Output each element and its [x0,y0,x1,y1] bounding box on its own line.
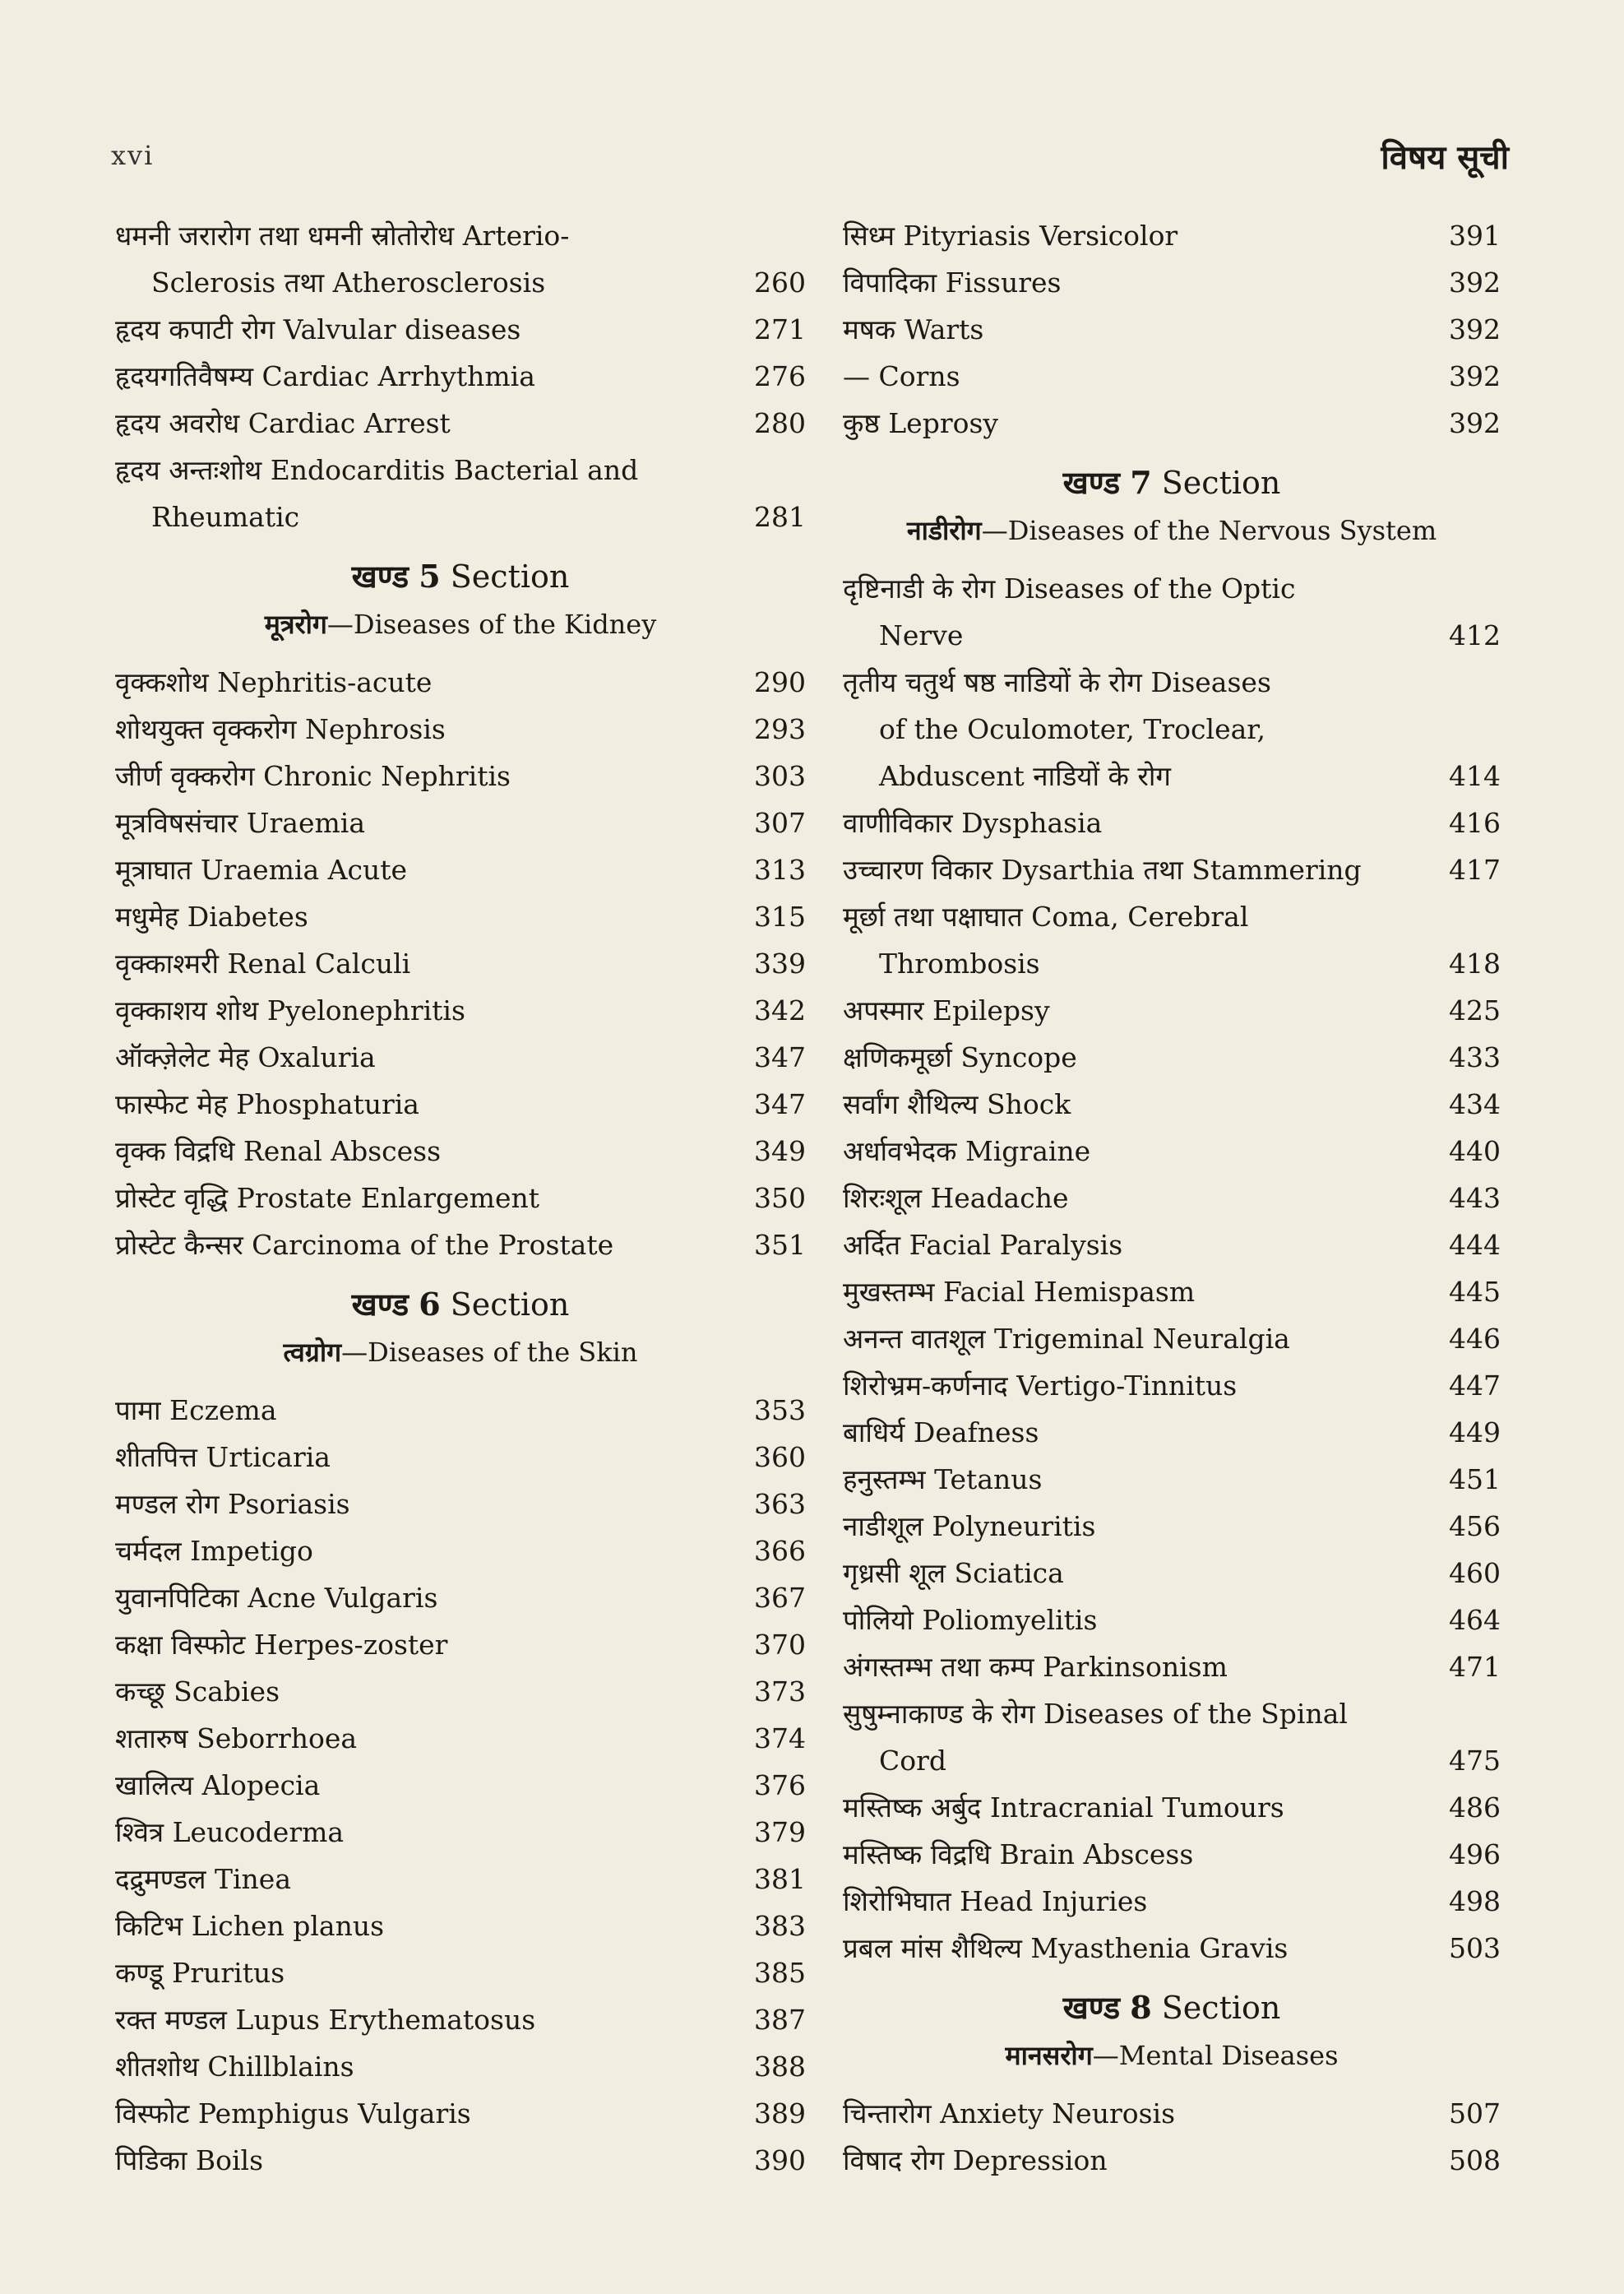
entry-page-number: 444 [1449,1229,1501,1261]
toc-entry [115,447,806,540]
entry-title: धमनी जरारोग तथा धमनी स्रोतोरोध Arterio- [115,220,570,252]
entry-page-number: 503 [1449,1932,1501,1964]
entry-page-number: 339 [754,948,806,980]
entry-title: हृदय अवरोध Cardiac Arrest [115,407,451,439]
toc-entry [115,1996,806,2043]
entry-title-continued: Sclerosis तथा Atherosclerosis [151,266,546,299]
entry-title: जीर्ण वृक्करोग Chronic Nephritis [115,760,511,792]
entry-page-number: 280 [754,407,806,439]
section-subtitle-hindi: मानसरोग [1005,2040,1093,2071]
entry-title: मण्डल रोग Psoriasis [115,1488,350,1520]
entry-title: — Corns [843,360,960,392]
entry-title: शिरोभ्रम-कर्णनाद Vertigo-Tinnitus [843,1369,1238,1402]
entry-title: मस्तिष्क अर्बुद Intracranial Tumours [843,1791,1284,1824]
toc-entry [115,1527,806,1574]
entry-title: ऑक्ज़ेलेट मेह Oxaluria [115,1041,376,1073]
section-subtitle [843,2032,1501,2079]
section-number: 6 [419,1286,441,1323]
entry-title: दद्रुमण्डल Tinea [115,1863,291,1895]
right-column [843,212,1501,2184]
entry-title: वृक्काशय शोथ Pyelonephritis [115,994,465,1027]
toc-entry [843,306,1501,353]
toc-entry [115,353,806,400]
entry-title: पोलियो Poliomyelitis [843,1604,1098,1636]
entry-page-number: 313 [754,854,806,886]
entry-page-number: 347 [754,1041,806,1073]
toc-entry [843,1456,1501,1503]
toc-entry [115,1081,806,1128]
entry-page-number: 389 [754,2097,806,2129]
section-subtitle [115,601,806,647]
toc-entry [115,987,806,1034]
toc-entry [843,1221,1501,1268]
toc-entry [115,1434,806,1481]
entry-title: तृतीय चतुर्थ षष्ठ नाडियों के रोग Diseases [843,666,1271,698]
entry-page-number: 376 [754,1769,806,1801]
section-label: Section [1161,1990,1281,2026]
section-label: Section [450,1286,570,1323]
entry-page-number: 373 [754,1675,806,1708]
entry-page-number: 433 [1449,1041,1501,1073]
toc-entry [115,212,806,306]
entry-page-number: 353 [754,1394,806,1426]
entry-page-number: 464 [1449,1604,1501,1636]
entry-title: प्रबल मांस शैथिल्य Myasthenia Gravis [843,1932,1289,1964]
entry-title: अपस्मार Epilepsy [843,994,1050,1027]
toc-entry [843,1175,1501,1221]
entry-title: वृक्क विद्रधि Renal Abscess [115,1135,442,1167]
entry-page-number: 449 [1449,1416,1501,1448]
section-label: Section [1161,465,1281,501]
toc-entry [843,353,1501,400]
toc-entry [843,1925,1501,1972]
section-subtitle-english: —Diseases of the Skin [341,1337,638,1368]
entry-title: शीतपित्त Urticaria [115,1441,331,1473]
entry-title: चर्मदल Impetigo [115,1535,313,1567]
entry-page-number: 471 [1449,1651,1501,1683]
entry-page-number: 350 [754,1182,806,1214]
entry-page-number: 349 [754,1135,806,1167]
entry-page-number: 271 [754,313,806,345]
toc-entry [843,846,1501,893]
toc-entry [843,1503,1501,1550]
section-subtitle-hindi: मूत्ररोग [264,609,327,640]
entry-title-continued: Rheumatic [151,501,300,533]
entry-title: नाडीशूल Polyneuritis [843,1510,1096,1542]
entry-title: अर्धावभेदक Migraine [843,1135,1091,1167]
entry-page-number: 385 [754,1957,806,1989]
entry-title: सर्वांग शैथिल्य Shock [843,1088,1071,1120]
section-heading [115,1280,806,1329]
entry-title: क्षणिकमूर्छा Syncope [843,1041,1077,1073]
toc-entry [843,1597,1501,1643]
entry-title: विषाद रोग Depression [843,2144,1108,2176]
toc-entry [115,1034,806,1081]
entry-page-number: 392 [1449,407,1501,439]
toc-entry [843,1034,1501,1081]
toc-entry [115,1387,806,1434]
entry-page-number: 281 [754,501,806,533]
toc-entry [843,2137,1501,2184]
entry-title: श्वित्र Leucoderma [115,1816,345,1848]
entry-page-number: 418 [1449,948,1501,980]
entry-page-number: 392 [1449,313,1501,345]
page-header [111,140,1509,189]
toc-entry [115,1949,806,1996]
entry-title: सिध्म Pityriasis Versicolor [843,220,1178,252]
entry-page-number: 392 [1449,360,1501,392]
section-number: 5 [419,558,441,595]
entry-title-continued: Cord [879,1745,947,1777]
toc-entry [843,987,1501,1034]
entry-title: शोथयुक्त वृक्करोग Nephrosis [115,713,446,745]
entry-page-number: 360 [754,1441,806,1473]
section-subtitle-hindi: नाडीरोग [906,515,982,546]
toc-entry [115,940,806,987]
entry-title: फास्फेट मेह Phosphaturia [115,1088,419,1120]
toc-entry [115,306,806,353]
entry-page-number: 315 [754,901,806,933]
entry-page-number: 412 [1449,619,1501,651]
entry-page-number: 374 [754,1722,806,1754]
toc-entry [115,706,806,753]
entry-page-number: 451 [1449,1463,1501,1495]
page-number: xvi [111,140,155,171]
entry-title: विपादिका Fissures [843,266,1062,299]
toc-entry [115,799,806,846]
entry-page-number: 498 [1449,1885,1501,1917]
entry-page-number: 351 [754,1229,806,1261]
toc-entry [115,1715,806,1762]
section-subtitle [115,1329,806,1375]
entry-title: प्रोस्टेट वृद्धि Prostate Enlargement [115,1182,539,1214]
toc-entry [843,893,1501,987]
toc-entry [843,1831,1501,1878]
entry-page-number: 388 [754,2051,806,2083]
entry-page-number: 293 [754,713,806,745]
entry-title: खालित्य Alopecia [115,1769,321,1801]
section-hindi-label: खण्ड [351,558,409,595]
section-hindi-label: खण्ड [1062,464,1121,501]
page-title: विषय सूची [1381,138,1509,177]
section-label: Section [450,558,570,595]
entry-title: युवानपिटिका Acne Vulgaris [115,1582,438,1614]
entry-title: कुष्ठ Leprosy [843,407,999,439]
toc-entry [115,1621,806,1668]
toc-entry [843,1690,1501,1784]
entry-title: वाणीविकार Dysphasia [843,807,1103,839]
entry-page-number: 392 [1449,266,1501,299]
entry-title: गृध्रसी शूल Sciatica [843,1557,1064,1589]
section-subtitle-hindi: त्वग्रोग [283,1337,342,1368]
entry-title: शीतशोथ Chillblains [115,2051,354,2083]
entry-title: हृदय कपाटी रोग Valvular diseases [115,313,521,345]
toc-entry [843,1362,1501,1409]
entry-title: पामा Eczema [115,1394,277,1426]
entry-title-continued: Abduscent नाडियों के रोग [879,760,1171,792]
toc-entry [843,212,1501,259]
entry-page-number: 425 [1449,994,1501,1027]
toc-entry [115,1856,806,1902]
entry-title: हृदयगतिवैषम्य Cardiac Arrhythmia [115,360,535,392]
section-hindi-label: खण्ड [1062,1989,1121,2026]
entry-title: मधुमेह Diabetes [115,901,308,933]
entry-title: रक्त मण्डल Lupus Erythematosus [115,2004,536,2036]
entry-page-number: 447 [1449,1369,1501,1402]
entry-title: हनुस्तम्भ Tetanus [843,1463,1043,1495]
entry-title: अनन्त वातशूल Trigeminal Neuralgia [843,1323,1290,1355]
section-heading [843,458,1501,507]
entry-title: वृक्काश्मरी Renal Calculi [115,948,411,980]
entry-title: बाधिर्य Deafness [843,1416,1039,1448]
entry-page-number: 445 [1449,1276,1501,1308]
toc-entry [843,400,1501,447]
entry-title: विस्फोट Pemphigus Vulgaris [115,2097,471,2129]
toc-entry [843,565,1501,659]
entry-page-number: 443 [1449,1182,1501,1214]
entry-page-number: 260 [754,266,806,299]
section-heading [843,1983,1501,2032]
entry-page-number: 342 [754,994,806,1027]
section-number: 7 [1130,464,1152,501]
toc-entry [115,846,806,893]
entry-title: अर्दित Facial Paralysis [843,1229,1123,1261]
toc-entry [115,400,806,447]
entry-title: हृदय अन्तःशोथ Endocarditis Bacterial and [115,454,639,486]
entry-title: मूर्छा तथा पक्षाघात Coma, Cerebral [843,901,1249,933]
entry-page-number: 379 [754,1816,806,1848]
entry-title: मुखस्तम्भ Facial Hemispasm [843,1276,1196,1308]
toc-entry [115,1809,806,1856]
toc-entry [115,1902,806,1949]
entry-title: किटिभ Lichen planus [115,1910,385,1942]
entry-page-number: 347 [754,1088,806,1120]
toc-entry [843,1268,1501,1315]
section-number: 8 [1130,1989,1152,2026]
entry-page-number: 507 [1449,2097,1501,2129]
entry-title: शिरःशूल Headache [843,1182,1069,1214]
entry-page-number: 383 [754,1910,806,1942]
entry-title-continued: Thrombosis [879,948,1040,980]
toc-entry [843,1409,1501,1456]
entry-page-number: 276 [754,360,806,392]
entry-page-number: 456 [1449,1510,1501,1542]
toc-entry [843,1784,1501,1831]
entry-page-number: 390 [754,2144,806,2176]
toc-entry [115,2137,806,2184]
entry-title: मषक Warts [843,313,984,345]
entry-title: शतारुष Seborrhoea [115,1722,358,1754]
entry-title: कण्डू Pruritus [115,1957,285,1989]
toc-entry [115,1762,806,1809]
toc-entry [843,2090,1501,2137]
entry-title: दृष्टिनाडी के रोग Diseases of the Optic [843,572,1296,605]
toc-entry [115,2043,806,2090]
entry-page-number: 366 [754,1535,806,1567]
toc-entry [843,1878,1501,1925]
entry-page-number: 508 [1449,2144,1501,2176]
entry-title-continued: Nerve [879,619,964,651]
entry-page-number: 363 [754,1488,806,1520]
section-subtitle-english: —Mental Diseases [1092,2040,1339,2071]
toc-entry [115,2090,806,2137]
entry-page-number: 414 [1449,760,1501,792]
entry-title: पिडिका Boils [115,2144,264,2176]
toc-entry [115,1668,806,1715]
toc-entry [843,659,1501,799]
entry-page-number: 446 [1449,1323,1501,1355]
left-column [115,212,806,2184]
entry-page-number: 387 [754,2004,806,2036]
section-hindi-label: खण्ड [351,1286,409,1323]
entry-page-number: 307 [754,807,806,839]
entry-page-number: 440 [1449,1135,1501,1167]
entry-title: प्रोस्टेट कैन्सर Carcinoma of the Prostate [115,1229,614,1261]
entry-title: वृक्कशोथ Nephritis-acute [115,666,433,698]
entry-title: कक्षा विस्फोट Herpes-zoster [115,1629,448,1661]
entry-title: उच्चारण विकार Dysarthia तथा Stammering [843,854,1362,886]
entry-page-number: 417 [1449,854,1501,886]
toc-entry [115,659,806,706]
entry-title: कच्छू Scabies [115,1675,280,1708]
toc-entry [843,1081,1501,1128]
entry-title: मस्तिष्क विद्रधि Brain Abscess [843,1838,1194,1870]
entry-page-number: 367 [754,1582,806,1614]
section-subtitle [843,507,1501,554]
toc-entry [115,1574,806,1621]
entry-title: चिन्तारोग Anxiety Neurosis [843,2097,1176,2129]
toc-entry [843,1128,1501,1175]
toc-entry [115,753,806,799]
entry-page-number: 391 [1449,220,1501,252]
entry-title: मूत्राघात Uraemia Acute [115,854,408,886]
entry-title: सुषुम्नाकाण्ड के रोग Diseases of the Spinal [843,1698,1348,1730]
entry-page-number: 416 [1449,807,1501,839]
entry-page-number: 486 [1449,1791,1501,1824]
toc-entry [843,259,1501,306]
entry-page-number: 496 [1449,1838,1501,1870]
toc-entry [843,1550,1501,1597]
toc-entry [115,893,806,940]
entry-page-number: 370 [754,1629,806,1661]
entry-page-number: 460 [1449,1557,1501,1589]
entry-page-number: 475 [1449,1745,1501,1777]
section-heading [115,552,806,601]
toc-entry [115,1221,806,1268]
toc-entry [115,1128,806,1175]
entry-page-number: 303 [754,760,806,792]
section-subtitle-english: —Diseases of the Kidney [326,609,657,640]
entry-page-number: 381 [754,1863,806,1895]
toc-entry [843,1643,1501,1690]
toc-entry [843,799,1501,846]
toc-entry [115,1481,806,1527]
toc-entry [843,1315,1501,1362]
entry-title: शिरोभिघात Head Injuries [843,1885,1148,1917]
section-subtitle-english: —Diseases of the Nervous System [981,515,1437,546]
entry-title: अंगस्तम्भ तथा कम्प Parkinsonism [843,1651,1228,1683]
toc-entry [115,1175,806,1221]
entry-page-number: 290 [754,666,806,698]
entry-title-continued: of the Oculomoter, Troclear, [879,713,1265,745]
entry-title: मूत्रविषसंचार Uraemia [115,807,366,839]
entry-page-number: 434 [1449,1088,1501,1120]
